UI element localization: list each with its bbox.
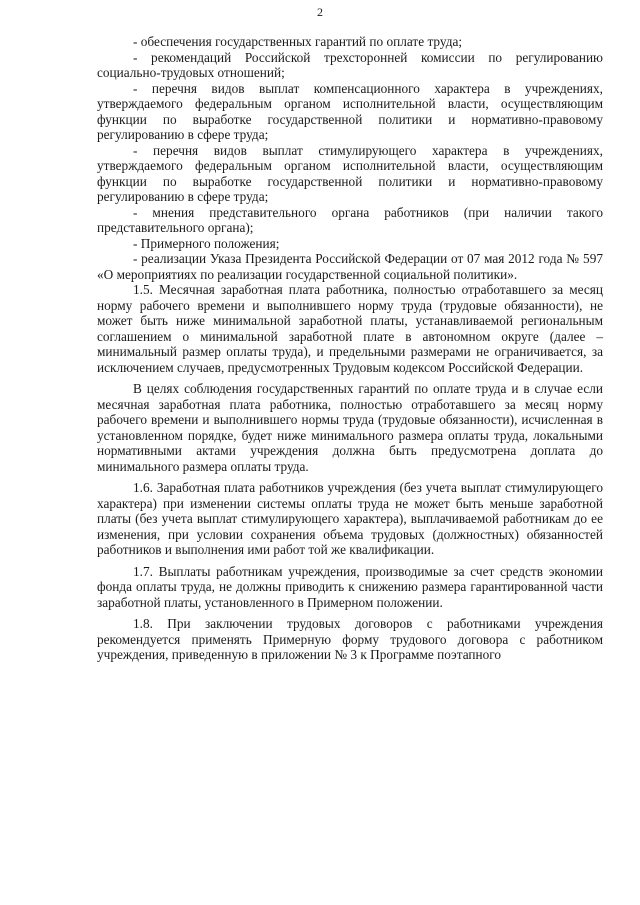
clause-1-5: 1.5. Месячная заработная плата работника, полностью отработавшего за месяц норму рабочего времени и выполнившего норму труда (трудовые обязанности), не может быть ниже минимальной заработной платы, устанавливаемой региональным соглашением о минимальной заработной плате в автономном округе (далее – минимальный размер оплаты труда), и предельными размерами не ограничивается, за исключением случаев, предусмотренных Трудовым кодексом Российской Федерации. (97, 282, 603, 375)
list-item-incentive-payments: - перечня видов выплат стимулирующего характера в учреждениях, утверждаемого федеральным органом исполнительной власти, осуществляющим функции по выработке государственной политики и нормативно-правовому регулированию в сфере труда; (97, 142, 603, 204)
clause-1-6: 1.6. Заработная плата работников учреждения (без учета выплат стимулирующего характера) при изменении системы оплаты труда не может быть меньше заработной платы (без учета выплат стимулирующего характера), выплачиваемой работникам до ее изменения, при условии сохранения объема трудовых (должностных) обязанностей работников и выполнения ими работ той же квалификации. (97, 480, 603, 557)
page-number: 2 (317, 5, 323, 19)
list-item-model-regulation: - Примерного положения; (133, 235, 280, 251)
list-item-representative-body: - мнения представительного органа работников (при наличии такого представительного органа); (97, 204, 603, 235)
list-item-compensation-payments: - перечня видов выплат компенсационного характера в учреждениях, утверждаемого федеральным органом исполнительной власти, осуществляющим функции по выработке государственной политики и нормативно-правовому регулированию в сфере труда; (97, 80, 603, 142)
list-item-tripartite-commission: - рекомендаций Российской трехсторонней комиссии по регулированию социально-трудовых отношений; (97, 49, 603, 80)
document-body (97, 34, 603, 663)
clause-1-8: 1.8. При заключении трудовых договоров с работниками учреждения рекомендуется применять Примерную форму трудового договора с работником учреждения, приведенную в приложении № 3 к Программе поэтапного (97, 616, 603, 662)
clause-1-7: 1.7. Выплаты работникам учреждения, производимые за счет средств экономии фонда оплаты труда, не должны приводить к снижению размера гарантированной части заработной платы, установленного в Примерном положении. (97, 563, 603, 610)
list-item-state-guarantees: - обеспечения государственных гарантий по оплате труда; (133, 34, 463, 49)
list-item-presidential-decree: - реализации Указа Президента Российской Федерации от 07 мая 2012 года № 597 «О мероприятиях по реализации государственной социальной политики». (97, 251, 603, 282)
clause-1-5-continuation: В целях соблюдения государственных гарантий по оплате труда и в случае если месячная заработная плата работника, полностью отработавшего за месяц норму рабочего времени и выполнившего нормы труда (трудовые обязанности), исчисленная в установленном порядке, будет ниже минимального размера оплаты труда, локальными нормативными актами учреждения должна быть предусмотрена доплата до минимального размера оплаты труда. (97, 381, 603, 474)
